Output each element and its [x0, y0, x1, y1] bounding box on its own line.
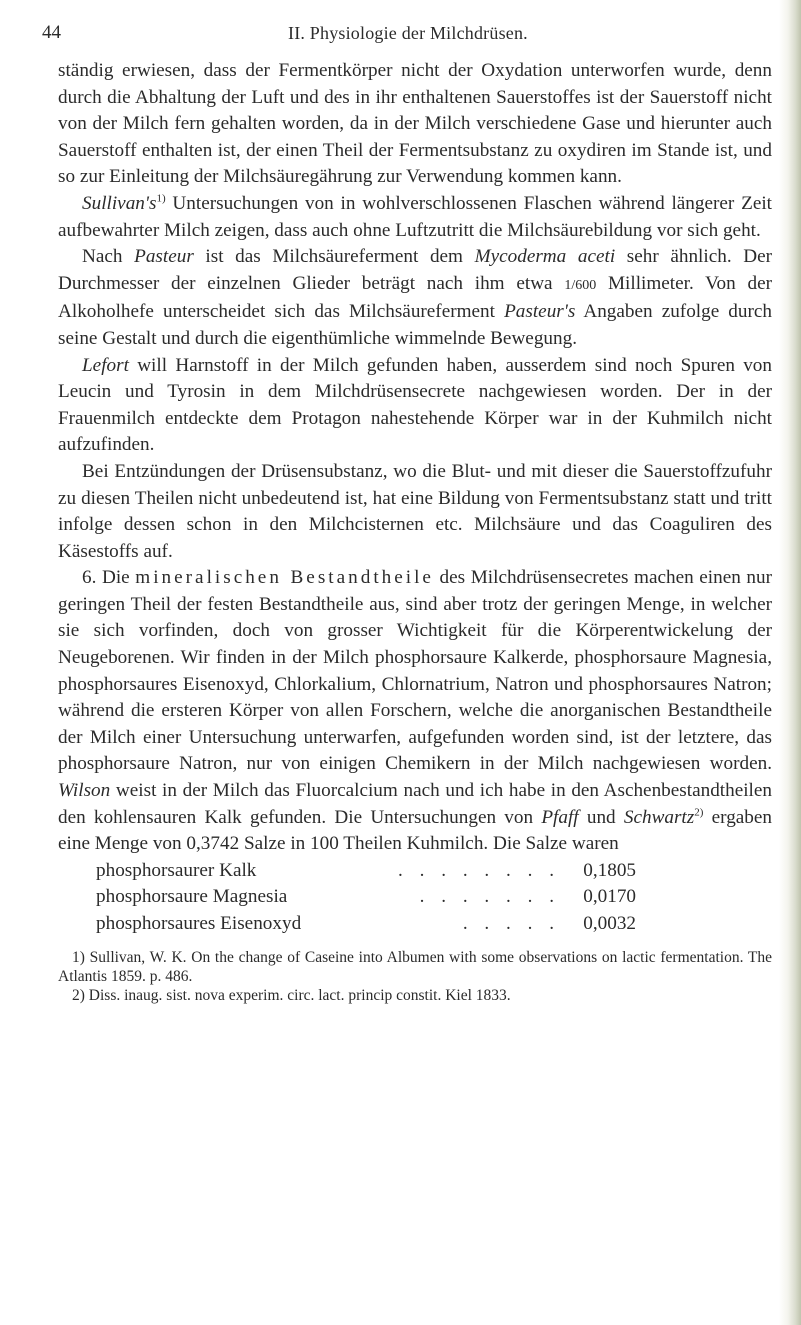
salt-value: 0,1805	[583, 859, 636, 881]
p3-part-c: sehr ähnlich. Der Durchmesser der einzelnen Glieder beträgt nach ihm etwa	[58, 246, 773, 294]
paragraph-3	[58, 244, 772, 352]
body-text	[58, 58, 772, 1005]
author-pfaff: Pfaff	[541, 806, 579, 828]
salts-table	[96, 858, 636, 938]
paragraph-1: ständig erwiesen, dass der Fermentkörper nicht der Oxydation unterworfen wurde, denn durch die Abhaltung der Luft und des in ihr enthaltenen Sauerstoffes ist der Sauerstoff nicht von der Milch fern gehalten worden, da in der Milch verschiedene Gase und hierunter auch Sauerstoff enthalten ist, der einen Theil der Fermentsubstanz zu oxydiren im Stande ist, und so zur Einleitung der Milchsäuregährung zur Verwendung kommen kann.	[58, 60, 772, 188]
footnote-ref-1: 1)	[156, 192, 166, 205]
p3-part-e: Angaben zufolge durch seine Gestalt und durch die eigenthümliche wimmelnde Bewegung.	[58, 301, 772, 349]
paragraph-2	[58, 191, 772, 244]
author-sullivan: Sullivan's	[82, 192, 157, 214]
salt-value: 0,0170	[583, 886, 636, 908]
p6-part-a: 6. Die	[82, 567, 136, 589]
paragraph-4	[58, 353, 772, 459]
p6-part-b: des Milchdrüsensecretes machen einen nur geringen Theil der festen Bestandtheile aus, sind aber trotz der geringen Menge, in welcher sie sich vorfinden, doch von grosser Wichtigkeit für die Körperentwickelung der Neugeborenen. Wir finden in der Milch phosphorsaure Kalkerde, phosphorsaure Magnesia, phosphorsaures Eisenoxyd, Chlorkalium, Chlornatrium, Natron und phosphorsaures Natron; während die ersteren Körper von allen Forschern, welche die anorganischen Bestandtheile der Milch einer Untersuchung unterwarfen, aufgefunden worden sind, ist der letztere, das phosphorsaure Natron, nur von einigen Chemikern in der Milch nachgewiesen worden.	[58, 567, 772, 775]
author-pasteur-possessive: Pasteur's	[504, 301, 576, 323]
salt-leader-dots: . . . . . . .	[419, 886, 560, 908]
footnote-ref-2: 2)	[694, 806, 704, 819]
salt-name: phosphorsaures Eisenoxyd	[96, 913, 302, 934]
salt-name: phosphorsaure Magnesia	[96, 886, 288, 908]
p6-part-d: und	[578, 806, 624, 828]
salt-row	[96, 911, 636, 938]
salt-leader-dots: . . . . . . . .	[398, 859, 560, 881]
salt-value: 0,0032	[583, 913, 636, 934]
footnotes	[58, 948, 772, 1005]
salt-leader-dots: . . . . .	[462, 913, 560, 934]
salt-row	[96, 884, 636, 911]
salt-row	[96, 858, 636, 885]
paragraph-4-text: will Harnstoff in der Milch gefunden haben, ausserdem sind noch Spuren von Leucin und Tyrosin in dem Milchdrüsensecrete nachgewiesen worden. Der in der Frauenmilch entdeckte dem Protagon nahestehende Körper war in der Kuhmilch nicht aufzufinden.	[58, 354, 772, 456]
author-wilson: Wilson	[58, 780, 111, 802]
footnote-1: 1) Sullivan, W. K. On the change of Caseine into Albumen with some observations on lactic fermentation. The Atlantis 1859. p. 486.	[58, 948, 772, 985]
footnote-2: 2) Diss. inaug. sist. nova experim. circ. lact. princip constit. Kiel 1833.	[72, 986, 511, 1004]
page-edge-shadow	[779, 0, 801, 1325]
p6-part-c: weist in der Milch das Fluorcalcium nach und ich habe in den Aschenbestandtheilen den kohlensauren Kalk gefunden. Die Untersuchungen von	[58, 780, 772, 828]
author-schwartz: Schwartz	[623, 806, 695, 828]
p6-part-e: ergaben eine Menge von 0,3742 Salze in 100 Theilen Kuhmilch. Die Salze waren	[58, 806, 773, 855]
salt-name: phosphorsaurer Kalk	[96, 859, 257, 881]
author-lefort: Lefort	[82, 354, 129, 376]
author-pasteur: Pasteur	[134, 246, 194, 268]
section-heading-spaced: mineralischen Bestandtheile	[135, 567, 434, 589]
species-name: Mycoderma aceti	[474, 246, 616, 268]
fraction: 1/600	[564, 277, 597, 293]
p3-part-a: Nach	[82, 246, 135, 268]
paragraph-5: Bei Entzündungen der Drüsensubstanz, wo die Blut- und mit dieser die Sauerstoffzufuhr zu diesen Theilen nicht unbedeutend ist, hat eine Bildung von Fermentsubstanz statt und tritt infolge dessen schon in den Milchcisternen etc. Milchsäure und das Coaguliren des Käsestoffs auf.	[58, 460, 772, 562]
page-number: 44	[42, 22, 61, 43]
p3-part-d: Millimeter. Von der Alkoholhefe unterscheidet sich das Milchsäureferment	[58, 272, 772, 323]
p3-part-b: ist das Milchsäureferment dem	[193, 246, 475, 268]
paragraph-6	[58, 565, 772, 858]
page-header	[40, 22, 780, 48]
running-head: II. Physiologie der Milchdrüsen.	[288, 23, 528, 43]
paragraph-2-text: Untersuchungen von in wohlverschlossenen Flaschen während längerer Zeit aufbewahrter Milch zeigen, dass auch ohne Luftzutritt die Milchsäurebildung vor sich geht.	[58, 192, 772, 241]
